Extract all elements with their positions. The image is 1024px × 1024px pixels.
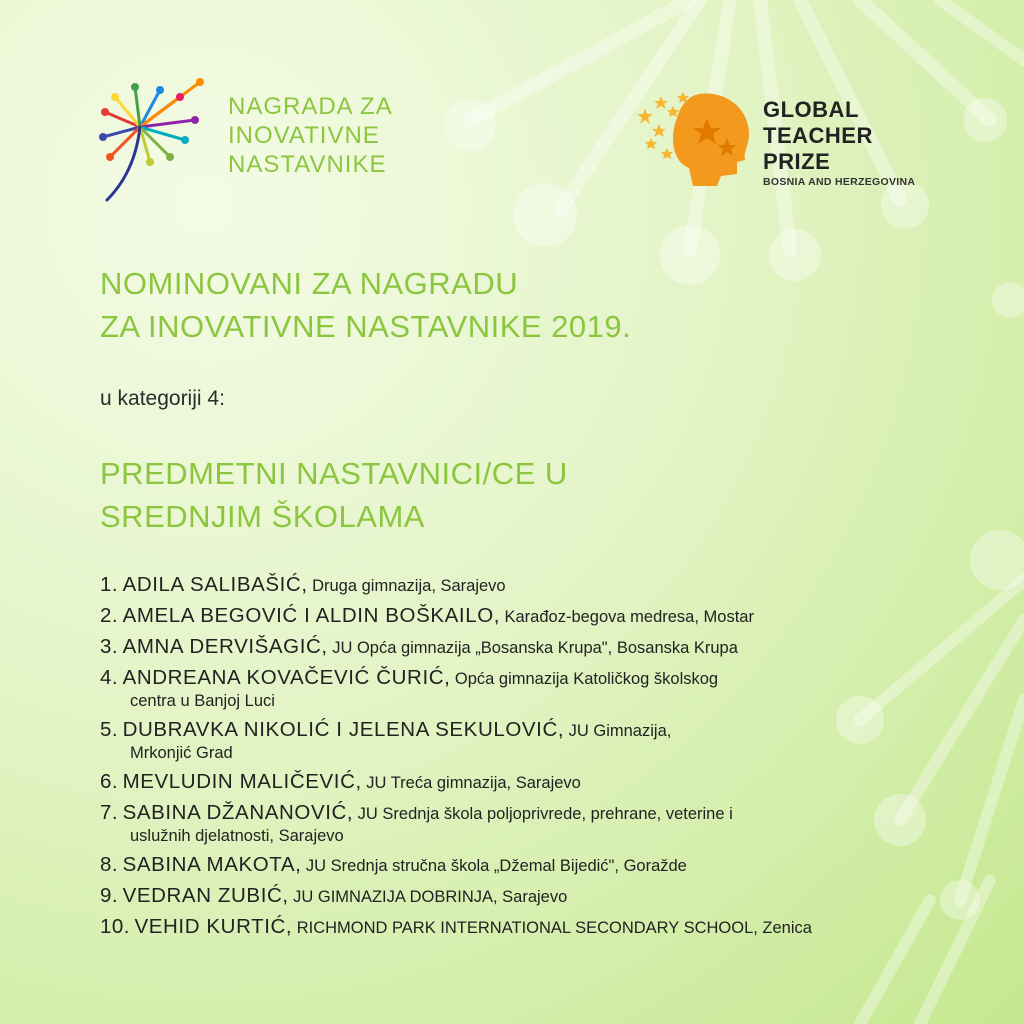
nominee-school: Druga gimnazija, Sarajevo	[312, 577, 506, 595]
nominee-number: 7.	[100, 801, 119, 824]
nominee-name: SABINA DŽANANOVIĆ,	[122, 801, 354, 824]
nominee-name: AMELA BEGOVIĆ I ALDIN BOŠKAILO,	[122, 604, 501, 627]
nominee-name: VEDRAN ZUBIĆ,	[122, 884, 289, 907]
nominee-school-continued: uslužnih djelatnosti, Sarajevo	[130, 827, 344, 845]
nominee-school: JU Gimnazija,	[568, 722, 672, 740]
category-title-line-1: PREDMETNI NASTAVNICI/CE U	[100, 456, 568, 491]
nominee-number: 5.	[100, 718, 119, 741]
nominee-school: Karađoz-begova medresa, Mostar	[504, 608, 754, 626]
nominee-school: JU Srednja škola poljoprivrede, prehrane, veterine i	[357, 805, 733, 823]
star-head-logo-icon	[637, 88, 757, 188]
nominee-name: SABINA MAKOTA,	[122, 853, 302, 876]
nominee-school: JU GIMNAZIJA DOBRINJA, Sarajevo	[293, 888, 568, 906]
page-title	[100, 262, 631, 348]
list-item	[100, 573, 980, 597]
gtp-logo-text	[763, 97, 915, 189]
nominee-school: JU Treća gimnazija, Sarajevo	[366, 774, 581, 792]
nominee-number: 1.	[100, 573, 119, 596]
nominee-school-continued: Mrkonjić Grad	[130, 744, 233, 762]
nominee-school: JU Srednja stručna škola „Džemal Bijedić", Goražde	[305, 857, 687, 875]
list-item	[100, 604, 980, 628]
nominee-number: 3.	[100, 635, 119, 658]
award-logo-text	[228, 92, 393, 179]
nominee-number: 8.	[100, 853, 119, 876]
gtp-logo-line-1: GLOBAL	[763, 97, 859, 122]
award-logo-line-1: NAGRADA ZA	[228, 93, 393, 120]
list-item	[100, 666, 980, 711]
nominee-number: 4.	[100, 666, 119, 689]
nominee-name: ADILA SALIBAŠIĆ,	[122, 573, 308, 596]
page-title-line-2: ZA INOVATIVNE NASTAVNIKE 2019.	[100, 309, 632, 344]
list-item	[100, 770, 980, 794]
nominee-list	[100, 573, 980, 946]
gtp-logo-line-3: PRIZE	[763, 149, 831, 174]
nominee-name: AMNA DERVIŠAGIĆ,	[122, 635, 328, 658]
nominee-school: Opća gimnazija Katoličkog školskog	[454, 670, 719, 688]
award-logo-line-2: INOVATIVNE	[228, 122, 380, 149]
dandelion-logo-icon	[95, 72, 210, 207]
category-label: u kategoriji 4:	[100, 387, 225, 410]
gtp-logo-line-2: TEACHER	[763, 123, 873, 148]
nominee-number: 2.	[100, 604, 119, 627]
nominee-number: 9.	[100, 884, 119, 907]
nominee-school: JU Opća gimnazija „Bosanska Krupa", Bosanska Krupa	[332, 639, 738, 657]
nominee-number: 10.	[100, 915, 130, 938]
list-item	[100, 635, 980, 659]
list-item	[100, 853, 980, 877]
list-item	[100, 801, 980, 846]
nominee-number: 6.	[100, 770, 119, 793]
page-title-line-1: NOMINOVANI ZA NAGRADU	[100, 266, 519, 301]
category-title	[100, 452, 568, 538]
nominee-name: ANDREANA KOVAČEVIĆ ČURIĆ,	[122, 666, 451, 689]
award-logo-line-3: NASTAVNIKE	[228, 151, 387, 178]
nominee-name: MEVLUDIN MALIČEVIĆ,	[122, 770, 362, 793]
list-item	[100, 718, 980, 763]
nominee-school-continued: centra u Banjoj Luci	[130, 692, 275, 710]
nominee-name: DUBRAVKA NIKOLIĆ I JELENA SEKULOVIĆ,	[122, 718, 565, 741]
nominee-name: VEHID KURTIĆ,	[134, 915, 293, 938]
list-item	[100, 915, 980, 939]
list-item	[100, 884, 980, 908]
gtp-logo-subtitle: BOSNIA AND HERZEGOVINA	[763, 176, 916, 188]
category-title-line-2: SREDNJIM ŠKOLAMA	[100, 499, 425, 534]
nominee-school: RICHMOND PARK INTERNATIONAL SECONDARY SCHOOL, Zenica	[296, 919, 812, 937]
